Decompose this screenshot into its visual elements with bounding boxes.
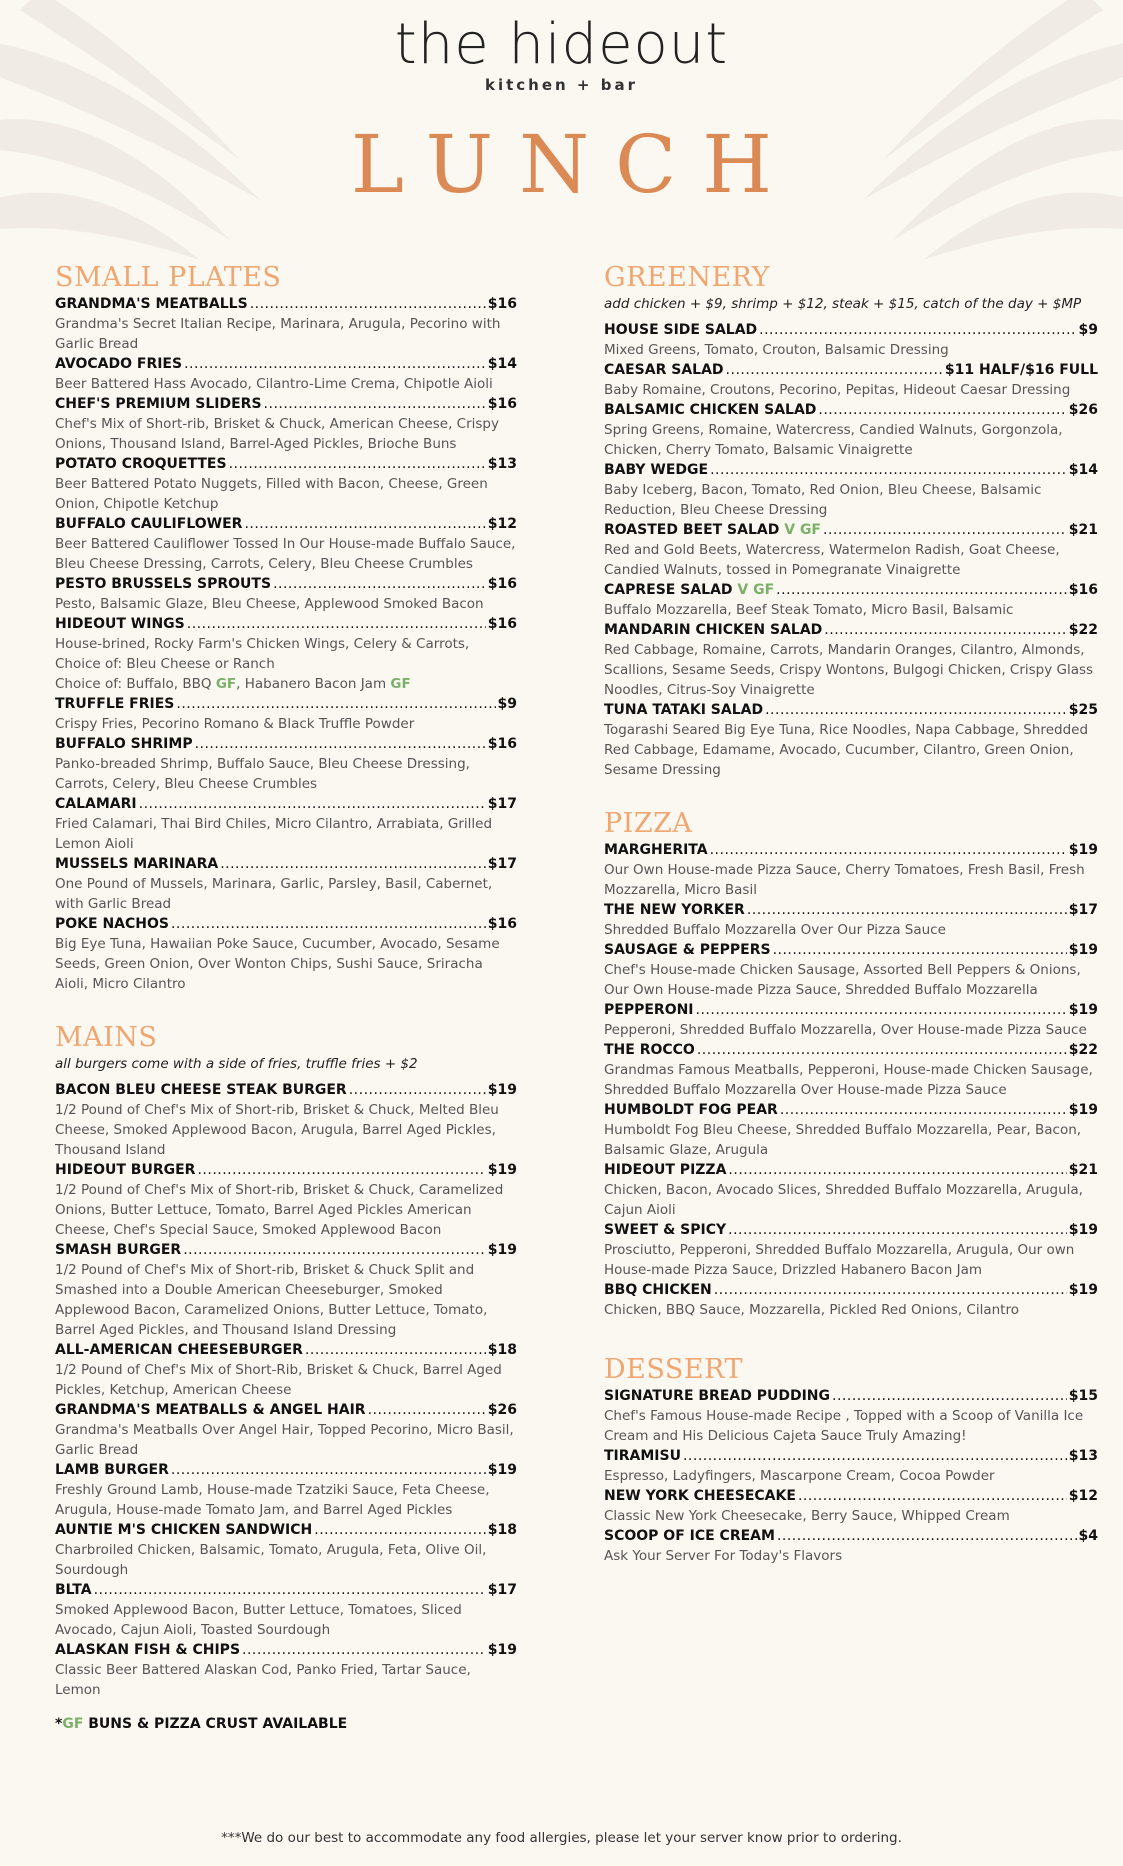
menu-item-name: BUFFALO CAULIFLOWER (55, 516, 243, 532)
menu-item-price: $9 (1078, 322, 1098, 338)
menu-item-price: $26 (1068, 402, 1098, 418)
gf-availability-note: *GF BUNS & PIZZA CRUST AVAILABLE (55, 1716, 348, 1732)
menu-item (604, 1100, 1098, 1160)
menu-item-head (55, 354, 517, 374)
menu-item-description: Grandma's Meatballs Over Angel Hair, Topped Pecorino, Micro Basil, Garlic Bread (55, 1422, 514, 1458)
menu-item-head (604, 520, 1098, 540)
menu-item (55, 1240, 517, 1340)
leader-dots (832, 1386, 1067, 1406)
menu-item-description: Beer Battered Cauliflower Tossed In Our House-made Buffalo Sauce, Bleu Cheese Dressing, Carrots, Celery, Bleu Cheese Crumbles (55, 536, 516, 572)
leader-dots (187, 614, 486, 634)
menu-item-price: $19 (1068, 1102, 1098, 1118)
menu-item-name: POKE NACHOS (55, 916, 169, 932)
menu-item (604, 320, 1098, 360)
menu-item-price: $14 (487, 356, 517, 372)
menu-item-name: SCOOP OF ICE CREAM (604, 1528, 775, 1544)
menu-item-price: $17 (487, 1582, 517, 1598)
menu-item-price: $13 (1068, 1448, 1098, 1464)
small-plates-list (55, 294, 517, 994)
section-title-dessert: DESSERT (604, 1354, 743, 1385)
menu-item-name: GRANDMA'S MEATBALLS (55, 296, 248, 312)
menu-item-description: Red Cabbage, Romaine, Carrots, Mandarin Oranges, Cilantro, Almonds, Scallions, Sesame Seeds, Crispy Wontons, Bulgogi Chicken, Crispy Glass Noodles, Citrus-Soy Vinaigrette (604, 642, 1094, 698)
menu-item-head (604, 360, 1098, 380)
menu-item-name: SMASH BURGER (55, 1242, 182, 1258)
menu-item-head (55, 614, 517, 634)
menu-item-head (604, 1100, 1098, 1120)
leader-dots (197, 1160, 485, 1180)
menu-item (604, 620, 1098, 700)
menu-item-price: $19 (487, 1162, 517, 1178)
leader-dots (696, 1000, 1067, 1020)
menu-item-name: THE ROCCO (604, 1042, 695, 1058)
menu-item (604, 1000, 1098, 1040)
menu-item-description: Chef's Mix of Short-rib, Brisket & Chuck, American Cheese, Crispy Onions, Thousand Island, Barrel-Aged Pickles, Brioche Buns (55, 416, 499, 452)
leader-dots (220, 854, 486, 874)
menu-item-head (604, 940, 1098, 960)
menu-title: LUNCH (350, 118, 799, 211)
menu-item (604, 940, 1098, 1000)
leader-dots (780, 1100, 1067, 1120)
menu-item-price: $19 (1068, 842, 1098, 858)
right-column (604, 262, 1098, 1566)
menu-item-price: $16 (487, 296, 517, 312)
menu-item-name: GRANDMA'S MEATBALLS & ANGEL HAIR (55, 1402, 366, 1418)
menu-item (55, 1520, 517, 1580)
leader-dots (195, 734, 486, 754)
menu-item-description: Spring Greens, Romaine, Watercress, Candied Walnuts, Gorgonzola, Chicken, Cherry Tomato, Balsamic Vinaigrette (604, 422, 1063, 458)
mains-list (55, 1080, 517, 1700)
menu-item-description: Red and Gold Beets, Watercress, Watermelon Radish, Goat Cheese, Candied Walnuts, tossed in Pomegranate Vinaigrette (604, 542, 1060, 578)
section-title-mains: MAINS (55, 1022, 158, 1053)
leader-dots (683, 1446, 1067, 1466)
menu-item (604, 1220, 1098, 1280)
section-title-small-plates: SMALL PLATES (55, 262, 282, 293)
restaurant-name: the hideout (394, 12, 729, 77)
leader-dots (139, 794, 486, 814)
menu-item-head (604, 460, 1098, 480)
menu-item-description: Togarashi Seared Big Eye Tuna, Rice Noodles, Napa Cabbage, Shredded Red Cabbage, Edamame, Avocado, Cucumber, Cilantro, Green Onion, Sesame Dressing (604, 722, 1089, 778)
menu-item-head (604, 1160, 1098, 1180)
menu-item-head (604, 700, 1098, 720)
menu-item-description: Panko-breaded Shrimp, Buffalo Sauce, Bleu Cheese Dressing, Carrots, Celery, Bleu Cheese Crumbles (55, 756, 470, 792)
menu-item (55, 614, 517, 694)
menu-item-name: BBQ CHICKEN (604, 1282, 712, 1298)
menu-item-head (55, 1240, 517, 1260)
menu-item (604, 1160, 1098, 1220)
menu-item-price: $18 (487, 1342, 517, 1358)
menu-item (604, 400, 1098, 460)
menu-item-name: TRUFFLE FRIES (55, 696, 175, 712)
menu-item-head (55, 794, 517, 814)
menu-item-head (604, 1000, 1098, 1020)
leader-dots (368, 1400, 486, 1420)
menu-item-price: $22 (1068, 1042, 1098, 1058)
menu-item-head (604, 1386, 1098, 1406)
menu-item-price: $11 HALF/$16 FULL (944, 362, 1098, 378)
leader-dots (229, 454, 486, 474)
menu-item (55, 354, 517, 394)
menu-item-head (604, 1526, 1098, 1546)
leader-dots (728, 1220, 1067, 1240)
menu-item (604, 460, 1098, 520)
menu-item-description: Beer Battered Potato Nuggets, Filled with Bacon, Cheese, Green Onion, Chipotle Ketchup (55, 476, 488, 512)
menu-item (604, 1386, 1098, 1446)
menu-item-head (55, 394, 517, 414)
menu-item-description: Big Eye Tuna, Hawaiian Poke Sauce, Cucumber, Avocado, Sesame Seeds, Green Onion, Over Wonton Chips, Sushi Sauce, Sriracha Aioli, Micro Cilantro (55, 936, 500, 992)
menu-item-description: Classic New York Cheesecake, Berry Sauce, Whipped Cream (604, 1508, 1010, 1524)
menu-item-head (604, 1220, 1098, 1240)
menu-item-description: 1/2 Pound of Chef's Mix of Short-rib, Brisket & Chuck, Caramelized Onions, Butter Lettuce, Tomato, Barrel Aged Pickles American Cheese, Chef's Special Sauce, Smoked Applewood Bacon (55, 1182, 504, 1238)
menu-item-description: Crispy Fries, Pecorino Romano & Black Truffle Powder (55, 716, 415, 732)
menu-item-price: $4 (1078, 1528, 1098, 1544)
menu-item-price: $16 (487, 736, 517, 752)
menu-item-head (55, 854, 517, 874)
menu-item-price: $19 (487, 1462, 517, 1478)
leader-dots (773, 940, 1067, 960)
menu-item-price: $19 (1068, 1002, 1098, 1018)
leader-dots (728, 1160, 1066, 1180)
menu-item-name: PEPPERONI (604, 1002, 694, 1018)
allergy-footer: ***We do our best to accommodate any food allergies, please let your server know prior to ordering. (221, 1830, 902, 1846)
menu-item-head (55, 574, 517, 594)
menu-item (55, 394, 517, 454)
leader-dots (305, 1340, 486, 1360)
menu-item-name: HIDEOUT BURGER (55, 1162, 196, 1178)
leader-dots (176, 694, 495, 714)
leader-dots (314, 1520, 486, 1540)
menu-item-description: House-brined, Rocky Farm's Chicken Wings, Celery & Carrots, Choice of: Bleu Cheese or Ranch (55, 636, 470, 672)
menu-item-name: SIGNATURE BREAD PUDDING (604, 1388, 831, 1404)
menu-item-price: $26 (487, 1402, 517, 1418)
menu-item (604, 360, 1098, 400)
menu-item-description: Baby Iceberg, Bacon, Tomato, Red Onion, Bleu Cheese, Balsamic Reduction, Bleu Cheese Dressing (604, 482, 1042, 518)
menu-item-price: $19 (1068, 1222, 1098, 1238)
menu-item (604, 1526, 1098, 1566)
menu-item-price: $17 (487, 796, 517, 812)
section-title-greenery: GREENERY (604, 262, 770, 293)
leader-dots (714, 1280, 1067, 1300)
menu-item-price: $21 (1068, 522, 1098, 538)
leader-dots (765, 700, 1067, 720)
menu-item-name: CAESAR SALAD (604, 362, 724, 378)
menu-item-head (55, 514, 517, 534)
gf-tag: GF (215, 676, 237, 692)
menu-item-description: Pesto, Balsamic Glaze, Bleu Cheese, Applewood Smoked Bacon (55, 596, 484, 612)
menu-item-description: Fried Calamari, Thai Bird Chiles, Micro Cilantro, Arrabiata, Grilled Lemon Aioli (55, 816, 493, 852)
menu-item-name: HOUSE SIDE SALAD (604, 322, 758, 338)
menu-item-name: ALL-AMERICAN CHEESEBURGER (55, 1342, 303, 1358)
menu-item-price: $19 (487, 1242, 517, 1258)
menu-item (55, 514, 517, 574)
menu-item-price: $19 (487, 1642, 517, 1658)
menu-item-name: POTATO CROQUETTES (55, 456, 227, 472)
menu-item (55, 734, 517, 794)
pizza-list (604, 840, 1098, 1320)
menu-item-head (604, 320, 1098, 340)
menu-item (55, 1400, 517, 1460)
menu-item-price: $12 (487, 516, 517, 532)
menu-item-head (55, 1580, 517, 1600)
leader-dots (747, 900, 1067, 920)
leader-dots (183, 1240, 486, 1260)
leader-dots (818, 400, 1066, 420)
menu-item-name: BACON BLEU CHEESE STEAK BURGER (55, 1082, 347, 1098)
menu-item (604, 520, 1098, 580)
menu-item-price: $16 (487, 616, 517, 632)
menu-item-description: Grandmas Famous Meatballs, Pepperoni, House-made Chicken Sausage, Shredded Buffalo Mozzarella Over House-made Pizza Sauce (604, 1062, 1093, 1098)
menu-item-description: Buffalo Mozzarella, Beef Steak Tomato, Micro Basil, Balsamic (604, 602, 1014, 618)
menu-item (55, 694, 517, 734)
menu-item-name: ROASTED BEET SALAD V GF (604, 522, 821, 538)
menu-item-description: Charbroiled Chicken, Balsamic, Tomato, Arugula, Feta, Olive Oil, Sourdough (55, 1542, 487, 1578)
menu-item (604, 1280, 1098, 1320)
menu-item-name: BLTA (55, 1582, 92, 1598)
menu-item-description: Shredded Buffalo Mozzarella Over Our Pizza Sauce (604, 922, 946, 938)
menu-item-name: CHEF'S PREMIUM SLIDERS (55, 396, 262, 412)
menu-item-head (604, 1486, 1098, 1506)
menu-item-name: TIRAMISU (604, 1448, 681, 1464)
menu-item-price: $22 (1068, 622, 1098, 638)
menu-item (55, 1640, 517, 1700)
menu-item-description: Prosciutto, Pepperoni, Shredded Buffalo Mozzarella, Arugula, Our own House-made Pizza Sauce, Drizzled Habanero Bacon Jam (604, 1242, 1075, 1278)
menu-item-name: MARGHERITA (604, 842, 708, 858)
menu-item-description: One Pound of Mussels, Marinara, Garlic, Parsley, Basil, Cabernet, with Garlic Bread (55, 876, 493, 912)
menu-item-head (604, 840, 1098, 860)
menu-item-description: Smoked Applewood Bacon, Butter Lettuce, Tomatoes, Sliced Avocado, Cajun Aioli, Toasted Sourdough (55, 1602, 462, 1638)
menu-item (55, 854, 517, 914)
mains-note: all burgers come with a side of fries, truffle fries + $2 (55, 1056, 418, 1072)
section-title-pizza: PIZZA (604, 808, 693, 839)
menu-item-price: $15 (1068, 1388, 1098, 1404)
menu-item-description: Chicken, BBQ Sauce, Mozzarella, Pickled Red Onions, Cilantro (604, 1302, 1019, 1318)
menu-item-description: 1/2 Pound of Chef's Mix of Short-Rib, Brisket & Chuck, Barrel Aged Pickles, Ketchup, American Cheese (55, 1362, 502, 1398)
menu-item-name: PESTO BRUSSELS SPROUTS (55, 576, 272, 592)
menu-item-name: THE NEW YORKER (604, 902, 745, 918)
menu-item-name: MANDARIN CHICKEN SALAD (604, 622, 823, 638)
menu-item-name: BALSAMIC CHICKEN SALAD (604, 402, 817, 418)
menu-item (55, 294, 517, 354)
menu-item (55, 1080, 517, 1160)
menu-item-head (55, 1520, 517, 1540)
menu-item-name: AUNTIE M'S CHICKEN SANDWICH (55, 1522, 313, 1538)
gf-tag: GF (390, 676, 411, 692)
menu-item-head (55, 734, 517, 754)
menu-item-name: HIDEOUT PIZZA (604, 1162, 727, 1178)
menu-item-sauce-options (55, 674, 517, 694)
greenery-note: add chicken + $9, shrimp + $12, steak + $15, catch of the day + $MP (604, 296, 1082, 312)
sauce-options-text: , Habanero Bacon Jam (236, 676, 391, 692)
menu-item (55, 1580, 517, 1640)
sauce-options-text: Choice of: Buffalo, BBQ (55, 676, 216, 692)
leader-dots (823, 520, 1067, 540)
menu-item-description: Ask Your Server For Today's Flavors (604, 1548, 843, 1564)
menu-item-description: 1/2 Pound of Chef's Mix of Short-rib, Brisket & Chuck Split and Smashed into a Double American Cheeseburger, Smoked Applewood Bacon, Caramelized Onions, Butter Lettuce, Tomato, Barrel Aged Pickles, and Thousand Island Dressing (55, 1262, 488, 1338)
menu-item-head (55, 1340, 517, 1360)
menu-item-price: $9 (497, 696, 517, 712)
menu-item-head (604, 580, 1098, 600)
menu-item-head (604, 1280, 1098, 1300)
menu-item-description: Grandma's Secret Italian Recipe, Marinara, Arugula, Pecorino with Garlic Bread (55, 316, 501, 352)
menu-item (604, 580, 1098, 620)
menu-item-price: $19 (1068, 1282, 1098, 1298)
menu-item-description: Pepperoni, Shredded Buffalo Mozzarella, Over House-made Pizza Sauce (604, 1022, 1087, 1038)
diet-tag: V GF (737, 582, 775, 598)
menu-item-description: Beer Battered Hass Avocado, Cilantro-Lime Crema, Chipotle Aioli (55, 376, 493, 392)
leader-dots (710, 460, 1067, 480)
menu-item (55, 914, 517, 994)
menu-item (55, 454, 517, 514)
menu-item-price: $16 (487, 576, 517, 592)
leader-dots (244, 514, 485, 534)
menu-item (55, 574, 517, 614)
menu-item (55, 1160, 517, 1240)
leader-dots (250, 294, 486, 314)
menu-item-price: $13 (487, 456, 517, 472)
menu-item (604, 1446, 1098, 1486)
menu-item-head (55, 1400, 517, 1420)
menu-item-head (55, 1160, 517, 1180)
menu-item-description: Baby Romaine, Croutons, Pecorino, Pepitas, Hideout Caesar Dressing (604, 382, 1071, 398)
menu-item-name: BABY WEDGE (604, 462, 709, 478)
menu-item-name: SWEET & SPICY (604, 1222, 727, 1238)
menu-item (604, 700, 1098, 780)
menu-item-description: Humboldt Fog Bleu Cheese, Shredded Buffalo Mozzarella, Pear, Bacon, Balsamic Glaze, Arugula (604, 1122, 1082, 1158)
leader-dots (242, 1640, 486, 1660)
menu-item-head (604, 1040, 1098, 1060)
menu-item-name: CAPRESE SALAD V GF (604, 582, 775, 598)
leader-dots (726, 360, 943, 380)
menu-item-description: Chicken, Bacon, Avocado Slices, Shredded Buffalo Mozzarella, Arugula, Cajun Aioli (604, 1182, 1083, 1218)
menu-item (55, 794, 517, 854)
menu-item-price: $17 (487, 856, 517, 872)
restaurant-subtitle: kitchen + bar (485, 76, 638, 94)
menu-item-price: $18 (487, 1522, 517, 1538)
menu-item-name: HIDEOUT WINGS (55, 616, 185, 632)
leader-dots (264, 394, 486, 414)
menu-item-head (604, 1446, 1098, 1466)
menu-item-description: Mixed Greens, Tomato, Crouton, Balsamic Dressing (604, 342, 949, 358)
leader-dots (759, 320, 1076, 340)
leader-dots (798, 1486, 1067, 1506)
menu-item-name: MUSSELS MARINARA (55, 856, 219, 872)
diet-tag: V GF (784, 522, 821, 538)
menu-item-name: SAUSAGE & PEPPERS (604, 942, 771, 958)
left-column (55, 262, 517, 1732)
menu-item (604, 1040, 1098, 1100)
leader-dots (273, 574, 486, 594)
menu-item-name: CALAMARI (55, 796, 137, 812)
menu-item (604, 840, 1098, 900)
menu-item-name: AVOCADO FRIES (55, 356, 183, 372)
leader-dots (777, 1526, 1077, 1546)
menu-item-name: HUMBOLDT FOG PEAR (604, 1102, 778, 1118)
menu-header (0, 10, 1123, 211)
leader-dots (171, 1460, 486, 1480)
leader-dots (184, 354, 486, 374)
leader-dots (824, 620, 1066, 640)
dessert-list (604, 1386, 1098, 1566)
leader-dots (94, 1580, 486, 1600)
menu-item-name: TUNA TATAKI SALAD (604, 702, 764, 718)
menu-item-head (604, 900, 1098, 920)
leader-dots (697, 1040, 1067, 1060)
menu-item-head (55, 1460, 517, 1480)
menu-item-name: BUFFALO SHRIMP (55, 736, 193, 752)
leader-dots (171, 914, 486, 934)
menu-item-price: $16 (1068, 582, 1098, 598)
menu-item-head (55, 914, 517, 934)
menu-item-description: Our Own House-made Pizza Sauce, Cherry Tomatoes, Fresh Basil, Fresh Mozzarella, Micro Basil (604, 862, 1085, 898)
menu-item-description: Chef's Famous House-made Recipe , Topped with a Scoop of Vanilla Ice Cream and His Delicious Cajeta Sauce Truly Amazing! (604, 1408, 1084, 1444)
menu-item-description: Chef's House-made Chicken Sausage, Assorted Bell Peppers & Onions, Our Own House-made Pizza Sauce, Shredded Buffalo Mozzarella (604, 962, 1081, 998)
menu-item-description: Classic Beer Battered Alaskan Cod, Panko Fried, Tartar Sauce, Lemon (55, 1662, 471, 1698)
greenery-list (604, 320, 1098, 780)
menu-item-price: $21 (1068, 1162, 1098, 1178)
menu-item-name: NEW YORK CHEESECAKE (604, 1488, 796, 1504)
menu-item-price: $16 (487, 916, 517, 932)
menu-item (604, 1486, 1098, 1526)
menu-item-price: $14 (1068, 462, 1098, 478)
menu-item-price: $12 (1068, 1488, 1098, 1504)
menu-item-head (55, 454, 517, 474)
menu-item-price: $25 (1068, 702, 1098, 718)
menu-item-head (55, 1080, 517, 1100)
menu-item-head (55, 1640, 517, 1660)
leader-dots (710, 840, 1067, 860)
menu-item-description: Freshly Ground Lamb, House-made Tzatziki Sauce, Feta Cheese, Arugula, House-made Tomato Jam, and Barrel Aged Pickles (55, 1482, 490, 1518)
menu-item-price: $19 (1068, 942, 1098, 958)
menu-item-head (604, 400, 1098, 420)
menu-item-description: Espresso, Ladyfingers, Mascarpone Cream, Cocoa Powder (604, 1468, 995, 1484)
menu-item-head (55, 694, 517, 714)
menu-item (604, 900, 1098, 940)
menu-item-name: LAMB BURGER (55, 1462, 169, 1478)
menu-item-price: $17 (1068, 902, 1098, 918)
leader-dots (349, 1080, 486, 1100)
leader-dots (776, 580, 1067, 600)
menu-item-head (604, 620, 1098, 640)
menu-item-description: 1/2 Pound of Chef's Mix of Short-rib, Brisket & Chuck, Melted Bleu Cheese, Smoked Applewood Bacon, Arugula, Barrel Aged Pickles, Thousand Island (55, 1102, 499, 1158)
menu-item (55, 1460, 517, 1520)
menu-item-name: ALASKAN FISH & CHIPS (55, 1642, 241, 1658)
menu-item-price: $16 (487, 396, 517, 412)
menu-item-price: $19 (487, 1082, 517, 1098)
menu-item (55, 1340, 517, 1400)
menu-item-head (55, 294, 517, 314)
